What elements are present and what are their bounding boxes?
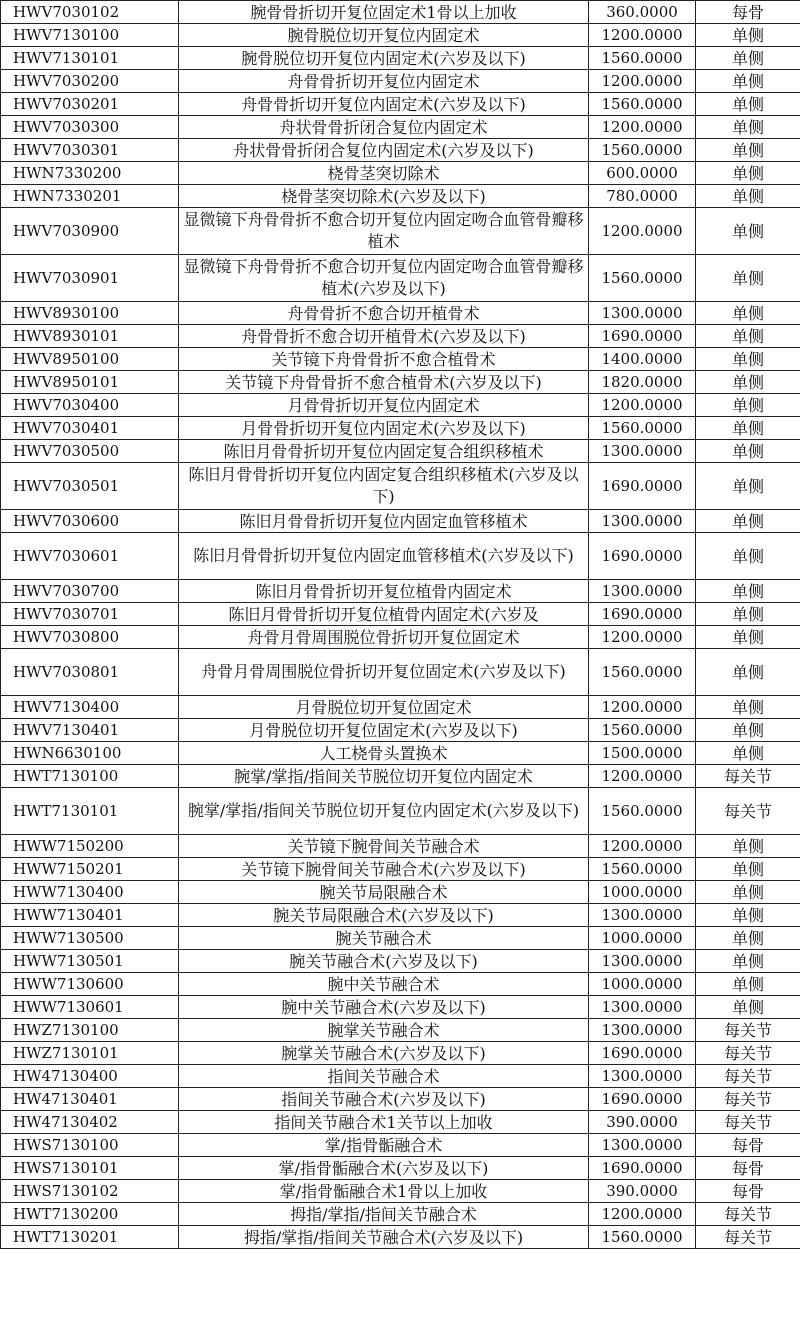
fee-table-body <box>1 1 800 1249</box>
table-row <box>1 510 800 533</box>
item-price-cell: 1560.0000 <box>589 255 696 302</box>
table-row <box>1 116 800 139</box>
item-code-cell: HWV7030901 <box>1 255 179 302</box>
item-unit-cell: 单侧 <box>696 394 800 417</box>
item-name-cell: 陈旧月骨骨折切开复位内固定血管移植术 <box>179 510 589 533</box>
table-row <box>1 603 800 626</box>
item-price-cell: 1300.0000 <box>589 440 696 463</box>
item-code-cell: HWW7130600 <box>1 973 179 996</box>
table-row <box>1 93 800 116</box>
item-code-cell: HWV8930100 <box>1 302 179 325</box>
table-row <box>1 302 800 325</box>
table-row <box>1 696 800 719</box>
item-price-cell: 1300.0000 <box>589 510 696 533</box>
table-row <box>1 440 800 463</box>
item-name-cell: 指间关节融合术1关节以上加收 <box>179 1111 589 1134</box>
item-price-cell: 1560.0000 <box>589 858 696 881</box>
table-row <box>1 1203 800 1226</box>
item-code-cell: HWT7130101 <box>1 788 179 835</box>
table-row <box>1 1180 800 1203</box>
item-name-cell: 腕关节融合术(六岁及以下) <box>179 950 589 973</box>
item-code-cell: HWT7130201 <box>1 1226 179 1249</box>
item-price-cell: 1200.0000 <box>589 696 696 719</box>
item-unit-cell: 单侧 <box>696 904 800 927</box>
item-unit-cell: 单侧 <box>696 580 800 603</box>
table-row <box>1 1088 800 1111</box>
item-name-cell: 关节镜下舟骨骨折不愈合植骨术(六岁及以下) <box>179 371 589 394</box>
item-name-cell: 陈旧月骨骨折切开复位内固定复合组织移植术(六岁及以下) <box>179 463 589 510</box>
item-name-cell: 腕掌关节融合术(六岁及以下) <box>179 1042 589 1065</box>
item-price-cell: 360.0000 <box>589 1 696 24</box>
table-row <box>1 162 800 185</box>
item-name-cell: 陈旧月骨骨折切开复位植骨内固定术(六岁及 <box>179 603 589 626</box>
item-price-cell: 390.0000 <box>589 1180 696 1203</box>
item-code-cell: HWV7130401 <box>1 719 179 742</box>
table-row <box>1 1134 800 1157</box>
item-name-cell: 显微镜下舟骨骨折不愈合切开复位内固定吻合血管骨瓣移植术 <box>179 208 589 255</box>
item-unit-cell: 单侧 <box>696 510 800 533</box>
item-code-cell: HWV7030102 <box>1 1 179 24</box>
item-price-cell: 1200.0000 <box>589 626 696 649</box>
item-code-cell: HWV7030501 <box>1 463 179 510</box>
item-code-cell: HWV8930101 <box>1 325 179 348</box>
item-code-cell: HWV7030801 <box>1 649 179 696</box>
item-name-cell: 桡骨茎突切除术(六岁及以下) <box>179 185 589 208</box>
item-price-cell: 1200.0000 <box>589 835 696 858</box>
table-row <box>1 1065 800 1088</box>
table-row <box>1 1111 800 1134</box>
item-code-cell: HWV7030500 <box>1 440 179 463</box>
item-price-cell: 1300.0000 <box>589 1134 696 1157</box>
item-code-cell: HWN7330201 <box>1 185 179 208</box>
item-name-cell: 月骨脱位切开复位固定术 <box>179 696 589 719</box>
item-name-cell: 月骨骨折切开复位内固定术(六岁及以下) <box>179 417 589 440</box>
item-code-cell: HWW7130400 <box>1 881 179 904</box>
item-unit-cell: 每关节 <box>696 788 800 835</box>
item-price-cell: 1560.0000 <box>589 649 696 696</box>
item-name-cell: 舟骨骨折不愈合切开植骨术(六岁及以下) <box>179 325 589 348</box>
item-price-cell: 1690.0000 <box>589 1088 696 1111</box>
item-unit-cell: 单侧 <box>696 162 800 185</box>
item-name-cell: 陈旧月骨骨折切开复位内固定血管移植术(六岁及以下) <box>179 533 589 580</box>
item-price-cell: 1000.0000 <box>589 973 696 996</box>
item-name-cell: 人工桡骨头置换术 <box>179 742 589 765</box>
item-code-cell: HWV7030600 <box>1 510 179 533</box>
item-unit-cell: 每骨 <box>696 1180 800 1203</box>
item-name-cell: 显微镜下舟骨骨折不愈合切开复位内固定吻合血管骨瓣移植术(六岁及以下) <box>179 255 589 302</box>
table-row <box>1 1 800 24</box>
item-unit-cell: 每骨 <box>696 1 800 24</box>
item-name-cell: 掌/指骨骺融合术 <box>179 1134 589 1157</box>
item-name-cell: 腕中关节融合术(六岁及以下) <box>179 996 589 1019</box>
item-price-cell: 1300.0000 <box>589 996 696 1019</box>
item-unit-cell: 每骨 <box>696 1157 800 1180</box>
item-unit-cell: 单侧 <box>696 255 800 302</box>
table-row <box>1 580 800 603</box>
item-name-cell: 舟骨骨折切开复位内固定术 <box>179 70 589 93</box>
item-price-cell: 1690.0000 <box>589 325 696 348</box>
item-unit-cell: 每关节 <box>696 1203 800 1226</box>
item-code-cell: HWN6630100 <box>1 742 179 765</box>
item-unit-cell: 单侧 <box>696 208 800 255</box>
item-name-cell: 舟骨月骨周围脱位骨折切开复位固定术 <box>179 626 589 649</box>
item-code-cell: HWV7130101 <box>1 47 179 70</box>
item-code-cell: HWV7030300 <box>1 116 179 139</box>
table-row <box>1 742 800 765</box>
item-name-cell: 指间关节融合术(六岁及以下) <box>179 1088 589 1111</box>
table-row <box>1 185 800 208</box>
item-unit-cell: 单侧 <box>696 139 800 162</box>
item-code-cell: HWW7130501 <box>1 950 179 973</box>
item-price-cell: 1560.0000 <box>589 47 696 70</box>
item-name-cell: 月骨脱位切开复位固定术(六岁及以下) <box>179 719 589 742</box>
item-code-cell: HW47130401 <box>1 1088 179 1111</box>
item-unit-cell: 每关节 <box>696 1042 800 1065</box>
item-price-cell: 1690.0000 <box>589 533 696 580</box>
item-unit-cell: 每关节 <box>696 1065 800 1088</box>
table-row <box>1 1019 800 1042</box>
table-row <box>1 533 800 580</box>
item-name-cell: 关节镜下腕骨间关节融合术 <box>179 835 589 858</box>
item-unit-cell: 每关节 <box>696 1019 800 1042</box>
table-row <box>1 626 800 649</box>
table-row <box>1 417 800 440</box>
table-row <box>1 996 800 1019</box>
item-unit-cell: 单侧 <box>696 440 800 463</box>
item-unit-cell: 单侧 <box>696 116 800 139</box>
item-unit-cell: 单侧 <box>696 950 800 973</box>
item-code-cell: HWW7150201 <box>1 858 179 881</box>
table-row <box>1 881 800 904</box>
item-name-cell: 舟骨骨折切开复位内固定术(六岁及以下) <box>179 93 589 116</box>
table-row <box>1 348 800 371</box>
item-unit-cell: 单侧 <box>696 858 800 881</box>
item-price-cell: 1560.0000 <box>589 788 696 835</box>
item-unit-cell: 单侧 <box>696 742 800 765</box>
item-code-cell: HWT7130100 <box>1 765 179 788</box>
item-code-cell: HWV7130400 <box>1 696 179 719</box>
item-name-cell: 舟骨骨折不愈合切开植骨术 <box>179 302 589 325</box>
item-name-cell: 拇指/掌指/指间关节融合术(六岁及以下) <box>179 1226 589 1249</box>
item-name-cell: 桡骨茎突切除术 <box>179 162 589 185</box>
item-code-cell: HWS7130101 <box>1 1157 179 1180</box>
item-price-cell: 600.0000 <box>589 162 696 185</box>
item-code-cell: HWW7130601 <box>1 996 179 1019</box>
item-price-cell: 1200.0000 <box>589 1203 696 1226</box>
item-code-cell: HWV7030400 <box>1 394 179 417</box>
item-unit-cell: 单侧 <box>696 302 800 325</box>
item-name-cell: 陈旧月骨骨折切开复位内固定复合组织移植术 <box>179 440 589 463</box>
item-code-cell: HWV7030601 <box>1 533 179 580</box>
item-name-cell: 腕关节融合术 <box>179 927 589 950</box>
item-name-cell: 掌/指骨骺融合术(六岁及以下) <box>179 1157 589 1180</box>
item-unit-cell: 单侧 <box>696 835 800 858</box>
item-price-cell: 1200.0000 <box>589 70 696 93</box>
item-name-cell: 舟状骨骨折闭合复位内固定术 <box>179 116 589 139</box>
table-row <box>1 1042 800 1065</box>
item-name-cell: 舟状骨骨折闭合复位内固定术(六岁及以下) <box>179 139 589 162</box>
item-code-cell: HWZ7130101 <box>1 1042 179 1065</box>
item-unit-cell: 单侧 <box>696 626 800 649</box>
item-code-cell: HWN7330200 <box>1 162 179 185</box>
item-name-cell: 指间关节融合术 <box>179 1065 589 1088</box>
table-row <box>1 835 800 858</box>
table-row <box>1 394 800 417</box>
table-row <box>1 973 800 996</box>
item-name-cell: 腕骨脱位切开复位内固定术(六岁及以下) <box>179 47 589 70</box>
item-unit-cell: 单侧 <box>696 70 800 93</box>
item-unit-cell: 单侧 <box>696 371 800 394</box>
item-unit-cell: 每关节 <box>696 1111 800 1134</box>
item-price-cell: 1300.0000 <box>589 904 696 927</box>
item-name-cell: 腕掌/掌指/指间关节脱位切开复位内固定术 <box>179 765 589 788</box>
item-price-cell: 1300.0000 <box>589 1065 696 1088</box>
table-row <box>1 649 800 696</box>
item-unit-cell: 单侧 <box>696 24 800 47</box>
item-name-cell: 月骨骨折切开复位内固定术 <box>179 394 589 417</box>
item-code-cell: HWS7130102 <box>1 1180 179 1203</box>
item-price-cell: 1560.0000 <box>589 1226 696 1249</box>
item-code-cell: HWV7030301 <box>1 139 179 162</box>
table-row <box>1 325 800 348</box>
item-unit-cell: 每关节 <box>696 1226 800 1249</box>
item-code-cell: HWS7130100 <box>1 1134 179 1157</box>
item-unit-cell: 每骨 <box>696 1134 800 1157</box>
item-code-cell: HWW7130401 <box>1 904 179 927</box>
table-row <box>1 24 800 47</box>
item-price-cell: 1200.0000 <box>589 765 696 788</box>
item-unit-cell: 单侧 <box>696 719 800 742</box>
item-code-cell: HWV7030701 <box>1 603 179 626</box>
item-name-cell: 腕关节局限融合术(六岁及以下) <box>179 904 589 927</box>
item-price-cell: 1500.0000 <box>589 742 696 765</box>
item-unit-cell: 单侧 <box>696 881 800 904</box>
item-name-cell: 腕关节局限融合术 <box>179 881 589 904</box>
item-price-cell: 1300.0000 <box>589 580 696 603</box>
item-price-cell: 1560.0000 <box>589 417 696 440</box>
item-unit-cell: 单侧 <box>696 185 800 208</box>
item-unit-cell: 单侧 <box>696 325 800 348</box>
item-price-cell: 1690.0000 <box>589 1157 696 1180</box>
item-code-cell: HW47130400 <box>1 1065 179 1088</box>
table-row <box>1 765 800 788</box>
item-code-cell: HWW7150200 <box>1 835 179 858</box>
item-price-cell: 1690.0000 <box>589 603 696 626</box>
table-row <box>1 950 800 973</box>
item-code-cell: HWW7130500 <box>1 927 179 950</box>
item-price-cell: 1000.0000 <box>589 881 696 904</box>
item-price-cell: 1820.0000 <box>589 371 696 394</box>
table-row <box>1 371 800 394</box>
item-code-cell: HWV7130100 <box>1 24 179 47</box>
item-code-cell: HWV7030900 <box>1 208 179 255</box>
table-row <box>1 255 800 302</box>
item-unit-cell: 单侧 <box>696 417 800 440</box>
table-row <box>1 1157 800 1180</box>
item-unit-cell: 单侧 <box>696 973 800 996</box>
item-price-cell: 1690.0000 <box>589 463 696 510</box>
item-code-cell: HWV7030700 <box>1 580 179 603</box>
item-code-cell: HWV7030201 <box>1 93 179 116</box>
item-unit-cell: 单侧 <box>696 47 800 70</box>
item-unit-cell: 单侧 <box>696 533 800 580</box>
table-row <box>1 904 800 927</box>
item-price-cell: 390.0000 <box>589 1111 696 1134</box>
item-price-cell: 1300.0000 <box>589 1019 696 1042</box>
item-name-cell: 舟骨月骨周围脱位骨折切开复位固定术(六岁及以下) <box>179 649 589 696</box>
item-price-cell: 1560.0000 <box>589 719 696 742</box>
table-row <box>1 788 800 835</box>
table-row <box>1 208 800 255</box>
table-row <box>1 70 800 93</box>
table-row <box>1 139 800 162</box>
item-unit-cell: 单侧 <box>696 996 800 1019</box>
table-row <box>1 1226 800 1249</box>
item-unit-cell: 单侧 <box>696 93 800 116</box>
table-row <box>1 463 800 510</box>
item-name-cell: 关节镜下舟骨骨折不愈合植骨术 <box>179 348 589 371</box>
item-name-cell: 掌/指骨骺融合术1骨以上加收 <box>179 1180 589 1203</box>
item-unit-cell: 单侧 <box>696 927 800 950</box>
table-row <box>1 858 800 881</box>
item-price-cell: 1200.0000 <box>589 24 696 47</box>
item-name-cell: 腕骨脱位切开复位内固定术 <box>179 24 589 47</box>
item-price-cell: 1300.0000 <box>589 302 696 325</box>
item-price-cell: 1300.0000 <box>589 950 696 973</box>
item-code-cell: HWV8950100 <box>1 348 179 371</box>
item-code-cell: HWV7030200 <box>1 70 179 93</box>
item-name-cell: 关节镜下腕骨间关节融合术(六岁及以下) <box>179 858 589 881</box>
item-name-cell: 腕中关节融合术 <box>179 973 589 996</box>
item-name-cell: 腕掌关节融合术 <box>179 1019 589 1042</box>
item-name-cell: 陈旧月骨骨折切开复位植骨内固定术 <box>179 580 589 603</box>
item-unit-cell: 单侧 <box>696 463 800 510</box>
item-price-cell: 1200.0000 <box>589 208 696 255</box>
item-price-cell: 1560.0000 <box>589 139 696 162</box>
item-name-cell: 拇指/掌指/指间关节融合术 <box>179 1203 589 1226</box>
table-row <box>1 927 800 950</box>
item-code-cell: HW47130402 <box>1 1111 179 1134</box>
item-name-cell: 腕掌/掌指/指间关节脱位切开复位内固定术(六岁及以下) <box>179 788 589 835</box>
item-code-cell: HWV7030401 <box>1 417 179 440</box>
item-price-cell: 1400.0000 <box>589 348 696 371</box>
item-code-cell: HWT7130200 <box>1 1203 179 1226</box>
item-price-cell: 780.0000 <box>589 185 696 208</box>
item-price-cell: 1200.0000 <box>589 394 696 417</box>
item-unit-cell: 单侧 <box>696 649 800 696</box>
item-unit-cell: 单侧 <box>696 348 800 371</box>
table-row <box>1 47 800 70</box>
item-price-cell: 1000.0000 <box>589 927 696 950</box>
item-price-cell: 1200.0000 <box>589 116 696 139</box>
item-unit-cell: 单侧 <box>696 603 800 626</box>
item-unit-cell: 每关节 <box>696 765 800 788</box>
item-unit-cell: 每关节 <box>696 1088 800 1111</box>
item-price-cell: 1560.0000 <box>589 93 696 116</box>
item-name-cell: 腕骨骨折切开复位固定术1骨以上加收 <box>179 1 589 24</box>
item-unit-cell: 单侧 <box>696 696 800 719</box>
item-code-cell: HWV8950101 <box>1 371 179 394</box>
item-code-cell: HWV7030800 <box>1 626 179 649</box>
table-row <box>1 719 800 742</box>
item-code-cell: HWZ7130100 <box>1 1019 179 1042</box>
item-price-cell: 1690.0000 <box>589 1042 696 1065</box>
